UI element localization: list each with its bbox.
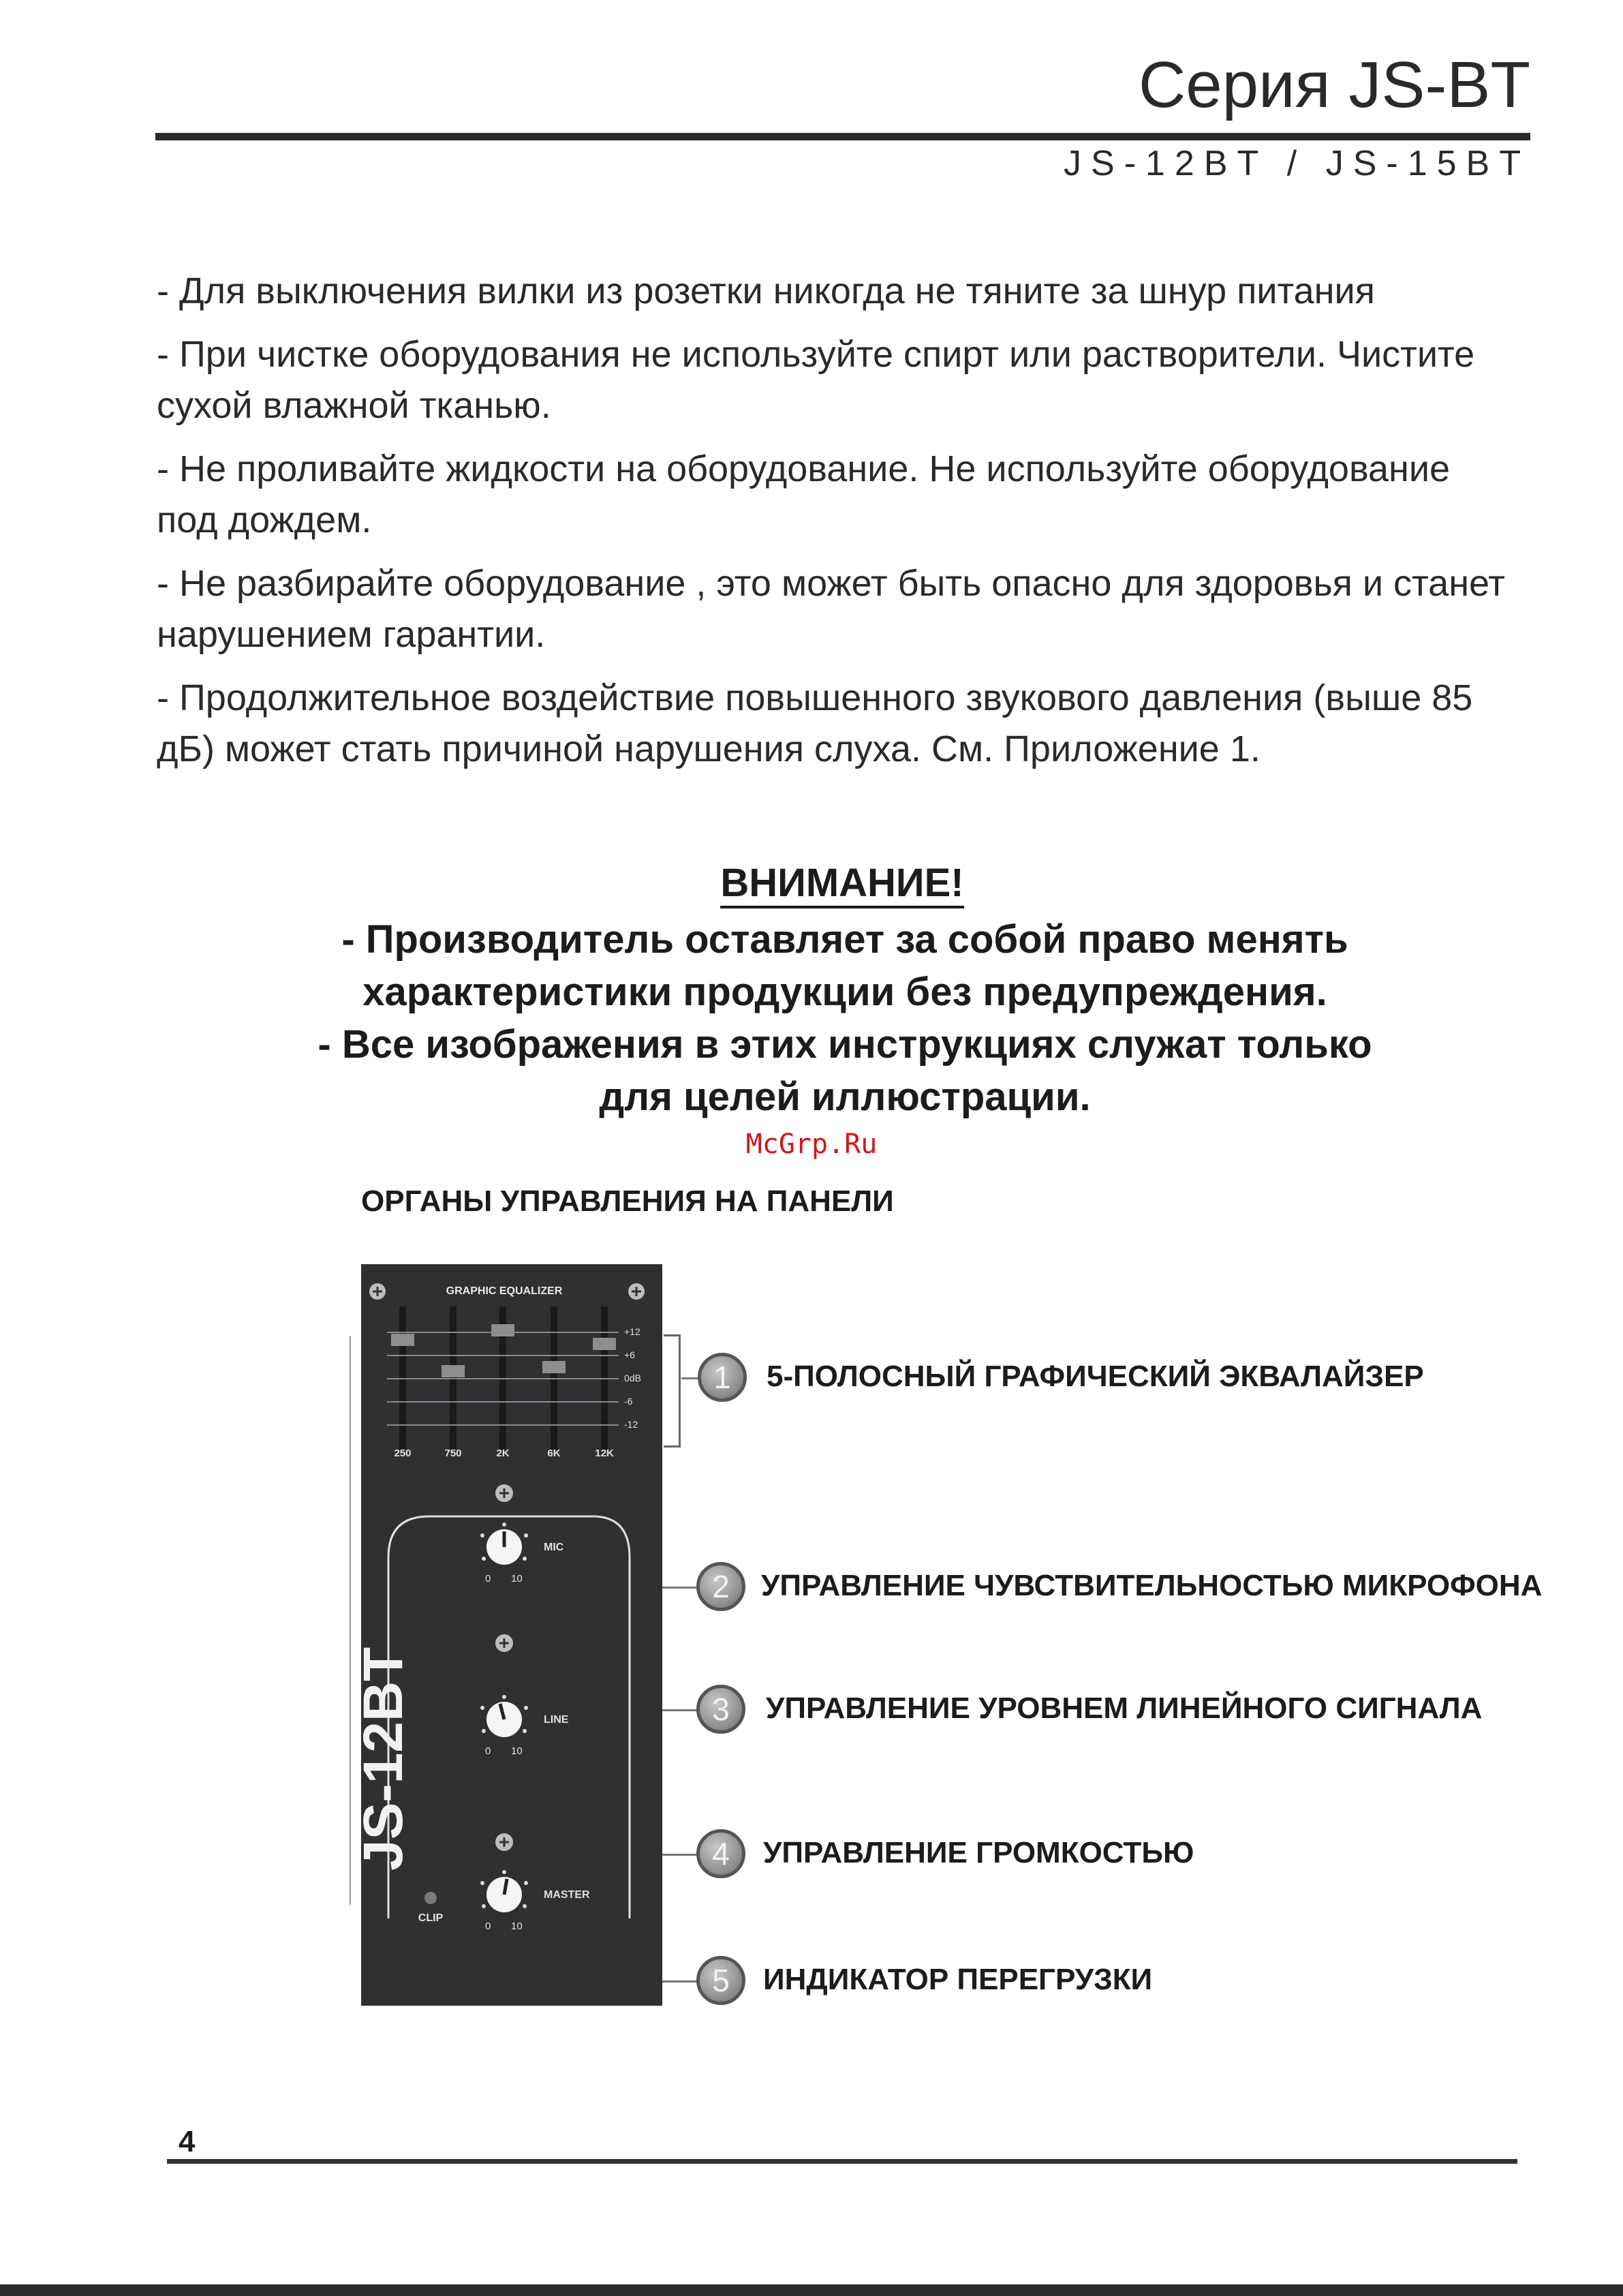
model-list: JS-12BT / JS-15BT bbox=[1064, 144, 1530, 183]
knob-max: 10 bbox=[511, 1573, 523, 1585]
eq-scale-label: +12 bbox=[624, 1326, 640, 1337]
knob-label: MASTER bbox=[544, 1889, 590, 1901]
model-name: JS-12BT bbox=[352, 1647, 414, 1871]
eq-bracket bbox=[664, 1334, 681, 1448]
clip-label: CLIP bbox=[418, 1912, 444, 1924]
screw-icon bbox=[495, 1833, 513, 1851]
callout-number: 5 bbox=[696, 1956, 745, 2005]
safety-item: - Не разбирайте оборудование , это может быть опасно для здоровья и станет нарушением гарантии. bbox=[157, 563, 1505, 655]
knob-label: MIC bbox=[544, 1542, 564, 1553]
section-title: ОРГАНЫ УПРАВЛЕНИЯ НА ПАНЕЛИ bbox=[361, 1184, 894, 1218]
knob-min: 0 bbox=[485, 1920, 491, 1932]
eq-scale-label: +6 bbox=[624, 1349, 635, 1360]
knob-min: 0 bbox=[485, 1745, 491, 1757]
screw-icon bbox=[369, 1283, 386, 1300]
warning-text bbox=[204, 913, 1485, 1123]
warning-line: характеристики продукции без предупреждения. bbox=[362, 970, 1327, 1014]
screw-icon bbox=[495, 1634, 513, 1652]
panel-drawing bbox=[352, 1264, 662, 2006]
series-title: Серия JS-BT bbox=[1138, 48, 1530, 121]
callout-label: ИНДИКАТОР ПЕРЕГРУЗКИ bbox=[763, 1963, 1153, 1996]
knob-max: 10 bbox=[511, 1920, 523, 1932]
control-panel-illustration bbox=[352, 1264, 662, 2006]
callout-number: 2 bbox=[696, 1562, 745, 1611]
callout-number: 1 bbox=[698, 1353, 747, 1402]
callout-label: УПРАВЛЕНИЕ УРОВНЕМ ЛИНЕЙНОГО СИГНАЛА bbox=[766, 1692, 1483, 1725]
eq-freq-label: 2K bbox=[496, 1448, 510, 1459]
safety-item: - Для выключения вилки из розетки никогда не тяните за шнур питания bbox=[157, 271, 1375, 311]
warning-line: - Все изображения в этих инструкциях служат только bbox=[318, 1022, 1372, 1067]
safety-item: - При чистке оборудования не используйте спирт или растворители. Чистите сухой влажной тканью. bbox=[157, 334, 1475, 426]
safety-item: - Продолжительное воздействие повышенного звукового давления (выше 85 дБ) может стать причиной нарушения слуха. См. Приложение 1. bbox=[157, 677, 1473, 769]
warning-heading-block bbox=[0, 860, 1623, 908]
footer-rule bbox=[167, 2159, 1517, 2164]
line-knob bbox=[480, 1695, 528, 1737]
callout-label: УПРАВЛЕНИЕ ГРОМКОСТЬЮ bbox=[763, 1836, 1194, 1869]
eq-scale-label: 0dB bbox=[624, 1373, 641, 1383]
screw-icon bbox=[628, 1283, 645, 1300]
callout-number: 4 bbox=[696, 1829, 745, 1878]
header-rule bbox=[155, 133, 1530, 140]
clip-led-icon bbox=[424, 1892, 437, 1904]
knob-min: 0 bbox=[485, 1573, 491, 1585]
mic-knob bbox=[480, 1522, 528, 1565]
eq-title: GRAPHIC EQUALIZER bbox=[446, 1285, 563, 1297]
eq-freq-label: 750 bbox=[444, 1448, 462, 1459]
screw-icon bbox=[495, 1484, 513, 1502]
safety-instructions bbox=[157, 266, 1506, 787]
eq-scale-label: -6 bbox=[624, 1396, 633, 1407]
page-number: 4 bbox=[179, 2125, 196, 2158]
eq-scale-label: -12 bbox=[624, 1419, 638, 1430]
warning-line: - Производитель оставляет за собой право менять bbox=[341, 917, 1348, 962]
warning-line: для целей иллюстрации. bbox=[599, 1075, 1091, 1119]
eq-freq-label: 6K bbox=[547, 1448, 561, 1459]
watermark: McGrp.Ru bbox=[745, 1129, 878, 1160]
scan-edge bbox=[0, 2284, 1623, 2296]
callout-label: УПРАВЛЕНИЕ ЧУВСТВИТЕЛЬНОСТЬЮ МИКРОФОНА bbox=[761, 1569, 1543, 1602]
knob-max: 10 bbox=[511, 1745, 523, 1757]
master-knob bbox=[480, 1870, 528, 1912]
warning-heading: ВНИМАНИЕ! bbox=[720, 861, 963, 908]
eq-freq-label: 250 bbox=[394, 1448, 412, 1459]
safety-item: - Не проливайте жидкости на оборудование. Не используйте оборудование под дождем. bbox=[157, 448, 1451, 540]
knob-label: LINE bbox=[544, 1714, 569, 1726]
callout-number: 3 bbox=[696, 1685, 745, 1734]
callout-label: 5-ПОЛОСНЫЙ ГРАФИЧЕСКИЙ ЭКВАЛАЙЗЕР bbox=[767, 1360, 1424, 1393]
eq-freq-label: 12K bbox=[595, 1448, 614, 1459]
